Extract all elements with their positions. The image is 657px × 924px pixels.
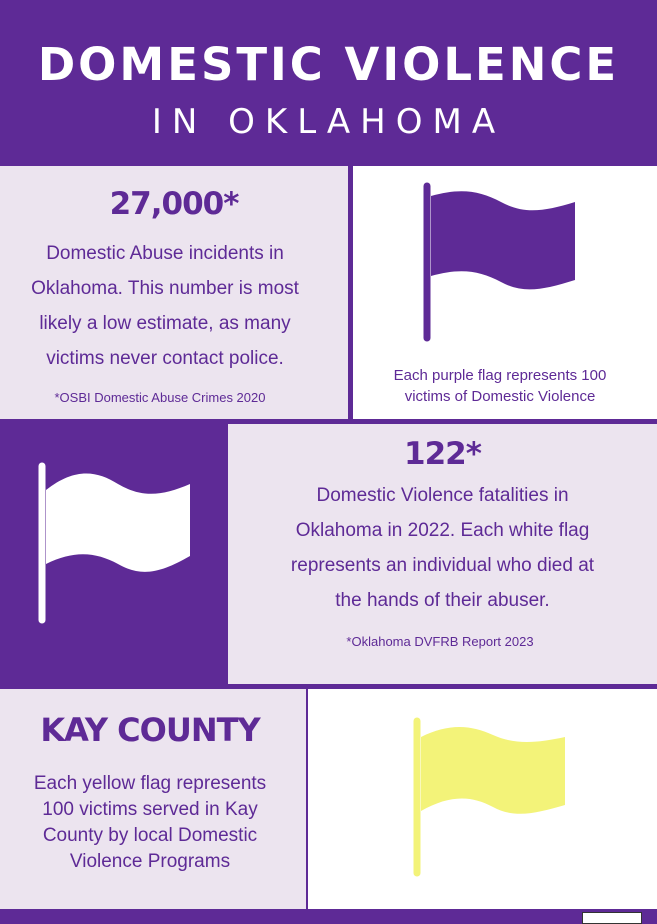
page-title: DOMESTIC VIOLENCE <box>37 38 620 91</box>
incidents-source: *OSBI Domestic Abuse Crimes 2020 <box>54 390 266 405</box>
white-flag-panel <box>0 424 226 684</box>
kay-county-panel <box>0 689 306 909</box>
fatalities-source: *Oklahoma DVFRB Report 2023 <box>346 634 534 649</box>
white-flag-icon <box>34 460 194 626</box>
text-line: Violence Programs <box>69 851 231 872</box>
text-line: County by local Domestic <box>42 825 258 846</box>
kay-county-description <box>0 771 300 875</box>
text-line: 100 victims served in Kay <box>42 799 258 820</box>
fatalities-description <box>228 478 657 618</box>
page-subtitle: IN OKLAHOMA <box>151 102 506 142</box>
kay-county-heading: KAY COUNTY <box>40 711 260 749</box>
text-line: Oklahoma in 2022. Each white flag <box>295 520 590 541</box>
text-line: represents an individual who died at <box>290 555 595 576</box>
stat-panel-incidents <box>0 166 348 419</box>
stat-panel-fatalities <box>228 424 657 684</box>
purple-flag-icon <box>419 180 579 344</box>
text-line: the hands of their abuser. <box>335 590 550 611</box>
purple-flag-caption <box>353 365 647 407</box>
text-line: Domestic Violence fatalities in <box>316 485 569 506</box>
caption-line: Each purple flag represents 100 <box>393 367 607 384</box>
caption-line: victims of Domestic Violence <box>404 388 596 405</box>
text-line: likely a low estimate, as many <box>39 313 291 334</box>
text-line: Domestic Abuse incidents in <box>46 243 284 264</box>
yellow-flag-panel <box>308 689 657 909</box>
text-line: victims never contact police. <box>46 348 284 369</box>
text-line: Each yellow flag represents <box>33 773 267 794</box>
logo-mark <box>582 912 642 924</box>
text-line: Oklahoma. This number is most <box>31 278 299 299</box>
incidents-description <box>0 236 330 376</box>
fatalities-stat: 122* <box>404 436 481 472</box>
incidents-stat: 27,000* <box>109 186 239 222</box>
yellow-flag-icon <box>409 715 569 879</box>
purple-flag-panel <box>353 166 657 419</box>
